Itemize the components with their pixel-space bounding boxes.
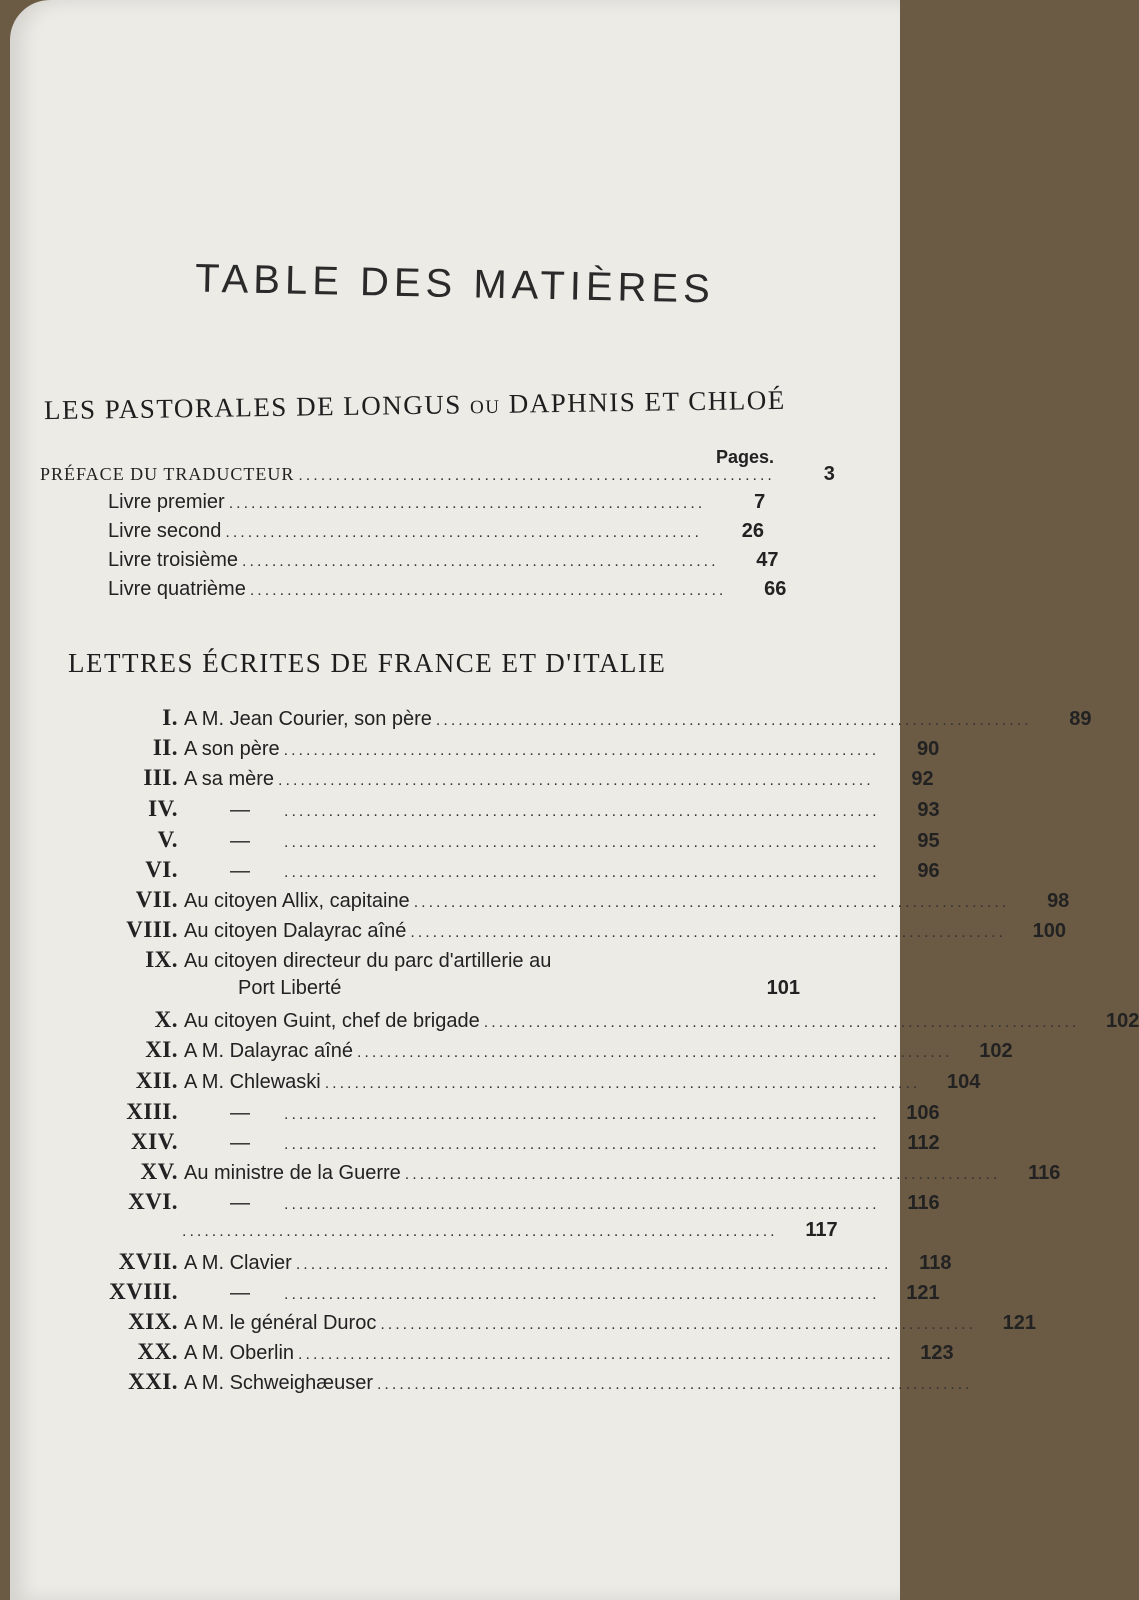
entry-label: A sa mère xyxy=(184,768,275,790)
page-title: TABLE DES MATIÈRES xyxy=(194,256,716,312)
dot-leader: ................................................................................ xyxy=(410,924,1006,941)
dot-leader: ................................................................ xyxy=(225,524,702,541)
entry-page: 26 xyxy=(741,520,764,542)
entry-label: — xyxy=(230,1282,250,1304)
entry-page: 102 xyxy=(979,1040,1013,1062)
entry-page: 89 xyxy=(1069,708,1092,730)
entry-page: 106 xyxy=(906,1102,940,1124)
entry-page: 95 xyxy=(917,830,940,852)
toc-entry xyxy=(10,1159,1061,1189)
dot-leader: ................................................................................ xyxy=(413,894,1010,911)
letter-number: XVI. xyxy=(128,1189,178,1214)
entry-label: Livre second xyxy=(108,520,222,542)
entry-page: 47 xyxy=(756,549,779,571)
book-page xyxy=(10,0,1139,1600)
toc-entry xyxy=(10,1369,973,1399)
toc-entry xyxy=(10,1249,952,1279)
toc-entry xyxy=(10,1339,954,1369)
toc-entry xyxy=(10,1099,940,1129)
toc-entry xyxy=(10,705,1092,735)
entry-label: Livre quatrième xyxy=(108,578,246,600)
entry-page: 104 xyxy=(946,1071,981,1093)
toc-entry xyxy=(10,827,940,857)
letter-number: XIX. xyxy=(128,1309,178,1334)
letter-number: XVIII. xyxy=(109,1279,178,1304)
toc-entry xyxy=(10,1068,981,1098)
entry-label: — xyxy=(230,1132,250,1154)
dot-leader: ................................................................................ xyxy=(284,1196,880,1213)
entry-page: 93 xyxy=(917,799,940,821)
entry-label: PRÉFACE DU TRADUCTEUR xyxy=(40,464,295,484)
toc-entry xyxy=(10,1037,1013,1067)
letter-number: I. xyxy=(162,705,178,730)
letter-number: XI. xyxy=(145,1037,178,1062)
toc-entry xyxy=(10,1007,1139,1037)
toc-entry xyxy=(10,1279,940,1309)
entry-page: 66 xyxy=(764,578,787,600)
letter-number: IV. xyxy=(148,796,178,821)
letter-number: VII. xyxy=(135,887,178,912)
dot-leader: ................................................................................ xyxy=(284,803,880,820)
entry-page: 102 xyxy=(1106,1010,1139,1032)
dot-leader: ................................................................ xyxy=(228,495,706,512)
dot-leader: ................................................................ xyxy=(249,582,727,599)
letter-number: IX. xyxy=(145,947,178,972)
entry-label: Livre troisième xyxy=(108,549,239,571)
dot-leader: ................................................................................ xyxy=(284,1106,880,1123)
entry-page: 101 xyxy=(766,977,800,999)
entry-label: A M. Dalayrac aîné xyxy=(184,1040,353,1062)
toc-entry xyxy=(10,1129,940,1159)
entry-label: Au citoyen Dalayrac aîné xyxy=(184,920,407,942)
dot-leader: ................................................................................ xyxy=(483,1014,1080,1031)
entry-page: 7 xyxy=(754,491,766,513)
letter-number: V. xyxy=(157,827,178,852)
toc-entry xyxy=(102,578,787,608)
entry-page: 90 xyxy=(917,738,940,760)
dot-leader: ................................................................................ xyxy=(376,1376,973,1393)
toc-entry xyxy=(10,887,1070,917)
entry-page: 116 xyxy=(907,1192,940,1214)
entry-label: — xyxy=(230,1102,250,1124)
toc-entry xyxy=(40,463,835,493)
entry-label: A M. Jean Courier, son père xyxy=(184,708,432,730)
section-heading-pastorales: LES PASTORALES DE LONGUS ou DAPHNIS ET CHLOÉ xyxy=(43,384,786,426)
toc-entry xyxy=(10,947,800,977)
entry-page: 121 xyxy=(1002,1312,1036,1334)
pages-column-header: Pages. xyxy=(716,447,775,467)
letter-number: XVII. xyxy=(118,1249,178,1274)
dot-leader: ................................................................................ xyxy=(435,712,1032,729)
entry-label: Au citoyen Allix, capitaine xyxy=(184,890,410,912)
entry-label: Livre premier xyxy=(108,491,225,513)
dot-leader: ................................................................................ xyxy=(284,1286,880,1303)
toc-entry xyxy=(10,1189,940,1219)
entry-page: 98 xyxy=(1047,890,1070,912)
entry-label: A M. Schweighæuser xyxy=(184,1372,373,1394)
entry-label: Au ministre de la Guerre xyxy=(184,1162,401,1184)
dot-leader: ................................................................ xyxy=(298,467,775,484)
entry-page: 92 xyxy=(911,768,934,790)
dot-leader: ................................................................................ xyxy=(380,1316,976,1333)
entry-label: — xyxy=(230,830,250,852)
letter-number: XII. xyxy=(135,1068,178,1093)
entry-label: — xyxy=(230,1192,250,1214)
letter-number: XIII. xyxy=(126,1099,178,1124)
dot-leader: ................................................................................ xyxy=(356,1044,953,1061)
toc-entry xyxy=(102,549,779,579)
dot-leader: ................................................................................ xyxy=(283,742,880,759)
toc-entry xyxy=(10,1309,1036,1339)
entry-page: 100 xyxy=(1032,920,1066,942)
letter-number: XX. xyxy=(137,1339,178,1364)
letter-number: X. xyxy=(154,1007,178,1032)
letter-number: VIII. xyxy=(126,917,178,942)
entry-label-continued: Port Liberté xyxy=(238,977,342,999)
letter-number: XXI. xyxy=(128,1369,178,1394)
toc-entry xyxy=(102,520,764,550)
dot-leader: ................................................................................ xyxy=(278,772,874,789)
dot-leader: ................................................................................ xyxy=(284,864,880,881)
letter-number: XV. xyxy=(140,1159,178,1184)
entry-page: 118 xyxy=(919,1252,952,1274)
toc-entry-continuation xyxy=(10,977,800,1007)
dot-leader: ................................................................................ xyxy=(324,1075,921,1092)
toc-entry xyxy=(10,857,940,887)
entry-label: — xyxy=(230,860,250,882)
dot-leader: ................................................................................ xyxy=(404,1166,1001,1183)
entry-page: 123 xyxy=(920,1342,954,1364)
letter-number: III. xyxy=(143,765,178,790)
dot-leader: ................................................................................ xyxy=(284,1136,880,1153)
dot-leader: ................................................................................ xyxy=(298,1346,894,1363)
entry-label: A M. Chlewaski xyxy=(184,1071,321,1093)
entry-page: 112 xyxy=(907,1132,940,1154)
entry-label: — xyxy=(230,799,250,821)
toc-entry xyxy=(102,491,764,521)
dot-leader: ................................................................................ xyxy=(284,834,880,851)
entry-page: 116 xyxy=(1028,1162,1061,1184)
toc-entry xyxy=(10,1219,838,1249)
entry-page: 117 xyxy=(805,1219,838,1241)
section-heading-lettres: LETTRES ÉCRITES DE FRANCE ET D'ITALIE xyxy=(68,648,667,678)
entry-label: A M. le général Duroc xyxy=(184,1312,377,1334)
entry-label: A M. Oberlin xyxy=(184,1342,295,1364)
entry-label: A M. Clavier xyxy=(184,1252,292,1274)
toc-entry xyxy=(10,735,940,765)
letter-number: II. xyxy=(152,735,178,760)
entry-label: A son père xyxy=(184,738,280,760)
letter-number: VI. xyxy=(145,857,178,882)
dot-leader: ................................................................ xyxy=(242,553,719,570)
dot-leader: ................................................................................ xyxy=(295,1256,892,1273)
entry-page: 121 xyxy=(906,1282,940,1304)
toc-entry xyxy=(10,796,940,826)
entry-page: 3 xyxy=(823,463,835,485)
entry-label: Au citoyen directeur du parc d'artillerie au xyxy=(184,950,552,972)
entry-page: 96 xyxy=(917,860,940,882)
entry-label: Au citoyen Guint, chef de brigade xyxy=(184,1010,480,1032)
letter-number: XIV. xyxy=(131,1129,178,1154)
dot-leader: ................................................................................ xyxy=(182,1223,778,1240)
toc-entry xyxy=(10,917,1066,947)
toc-entry xyxy=(10,765,934,795)
